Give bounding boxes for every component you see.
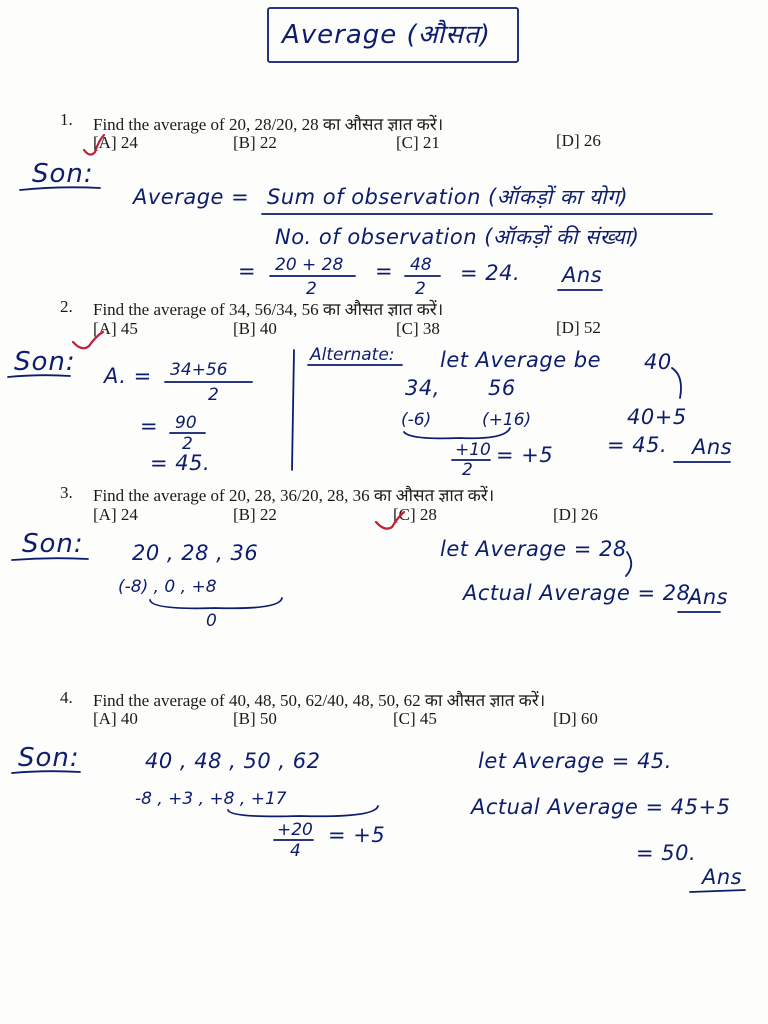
svg-text:= +5: = +5: [328, 823, 386, 847]
tick-mark-q2: [73, 332, 103, 348]
question-3-number: 3.: [60, 483, 73, 502]
question-2-option-a: [A] 45: [93, 319, 138, 338]
svg-text:2: 2: [415, 279, 426, 299]
question-4-number: 4.: [60, 688, 73, 707]
svg-text:(+16): (+16): [482, 410, 532, 430]
svg-text:=: =: [375, 259, 394, 283]
svg-text:Average =: Average =: [133, 185, 250, 209]
question-3-option-a: [A] 24: [93, 505, 138, 524]
svg-text:-8 , +3 , +8 , +17: -8 , +3 , +8 , +17: [135, 789, 287, 809]
svg-text:Sum of observation (ऑकड़ों का: Sum of observation (ऑकड़ों का योग): [267, 185, 629, 209]
solution-1: [20, 159, 712, 299]
svg-text:Ans: Ans: [688, 585, 729, 609]
svg-text:Son:: Son:: [22, 529, 84, 559]
tick-mark-q1: [84, 135, 104, 155]
svg-text:= 45.: = 45.: [607, 433, 668, 457]
svg-text:48: 48: [410, 255, 432, 275]
svg-text:= 45.: = 45.: [150, 451, 211, 475]
question-4-option-c: [C] 45: [393, 709, 437, 728]
svg-text:+20: +20: [277, 820, 313, 840]
svg-text:let Average = 28: let Average = 28: [440, 537, 627, 561]
svg-text:2: 2: [306, 279, 317, 299]
svg-text:Son:: Son:: [18, 743, 80, 773]
solution-2: [8, 345, 732, 480]
svg-text:0: 0: [206, 611, 217, 631]
svg-text:20 + 28: 20 + 28: [275, 255, 344, 275]
svg-text:Ans: Ans: [692, 435, 733, 459]
svg-text:= 50.: = 50.: [636, 841, 697, 865]
question-4-option-a: [A] 40: [93, 709, 138, 728]
svg-text:= +5: = +5: [496, 443, 554, 467]
svg-text:Ans: Ans: [702, 865, 743, 889]
svg-text:56: 56: [488, 376, 516, 400]
svg-text:Actual Average = 45+5: Actual Average = 45+5: [471, 795, 731, 819]
svg-text:(-6): (-6): [401, 410, 432, 430]
svg-text:2: 2: [208, 385, 219, 405]
question-3-text: Find the average of 20, 28, 36/20, 28, 36 का औसत ज्ञात करें।: [93, 486, 495, 505]
svg-text:Actual Average = 28.: Actual Average = 28.: [463, 581, 698, 605]
svg-text:No. of observation (ऑकड़ों की: No. of observation (ऑकड़ों की संख्या): [275, 225, 640, 249]
question-1-number: 1.: [60, 110, 73, 129]
question-3-option-b: [B] 22: [233, 505, 277, 524]
question-4-option-b: [B] 50: [233, 709, 277, 728]
question-2-option-b: [B] 40: [233, 319, 277, 338]
question-2-option-d: [D] 52: [556, 318, 601, 337]
svg-text:= 24.: = 24.: [460, 261, 521, 285]
svg-text:20 , 28 , 36: 20 , 28 , 36: [132, 541, 259, 565]
question-3-option-d: [D] 26: [553, 505, 598, 524]
svg-text:34+56: 34+56: [170, 360, 228, 380]
question-4-text: Find the average of 40, 48, 50, 62/40, 48, 50, 62 का औसत ज्ञात करें।: [93, 691, 546, 710]
svg-text:let Average be: let Average be: [440, 348, 602, 372]
handwritten-title: [268, 8, 518, 62]
question-1-option-a: [A] 24: [93, 133, 138, 152]
svg-text:=: =: [238, 259, 257, 283]
question-4-option-d: [D] 60: [553, 709, 598, 728]
svg-text:40 , 48 , 50 , 62: 40 , 48 , 50 , 62: [145, 749, 321, 773]
svg-text:Son:: Son:: [32, 159, 94, 189]
question-1-text: Find the average of 20, 28/20, 28 का औसत ज्ञात करें।: [93, 115, 444, 134]
svg-text:40+5: 40+5: [627, 405, 687, 429]
question-2-number: 2.: [60, 297, 73, 316]
svg-text:90: 90: [175, 413, 197, 433]
svg-text:4: 4: [290, 841, 301, 861]
svg-text:=: =: [140, 414, 159, 438]
svg-text:(-8) , 0 , +8: (-8) , 0 , +8: [118, 577, 217, 597]
tick-mark-q3: [376, 512, 404, 529]
question-1-option-b: [B] 22: [233, 133, 277, 152]
solution-3: [12, 529, 728, 631]
question-1-option-d: [D] 26: [556, 131, 601, 150]
svg-text:40: 40: [644, 350, 672, 374]
svg-text:Son:: Son:: [14, 347, 76, 377]
svg-text:A. =: A. =: [104, 364, 152, 388]
svg-text:34,: 34,: [405, 376, 440, 400]
question-2-option-c: [C] 38: [396, 319, 440, 338]
question-2-text: Find the average of 34, 56/34, 56 का औसत ज्ञात करें।: [93, 300, 444, 319]
svg-text:+10: +10: [455, 440, 491, 460]
solution-4: [12, 743, 745, 892]
svg-text:Average (औसत): Average (औसत): [282, 20, 491, 50]
svg-text:2: 2: [462, 460, 473, 480]
svg-text:Ans: Ans: [562, 263, 603, 287]
svg-text:let Average = 45.: let Average = 45.: [478, 749, 672, 773]
question-1-option-c: [C] 21: [396, 133, 440, 152]
svg-text:Alternate:: Alternate:: [310, 345, 395, 365]
svg-text:2: 2: [182, 434, 193, 454]
question-3-option-c: [C] 28: [393, 505, 437, 524]
